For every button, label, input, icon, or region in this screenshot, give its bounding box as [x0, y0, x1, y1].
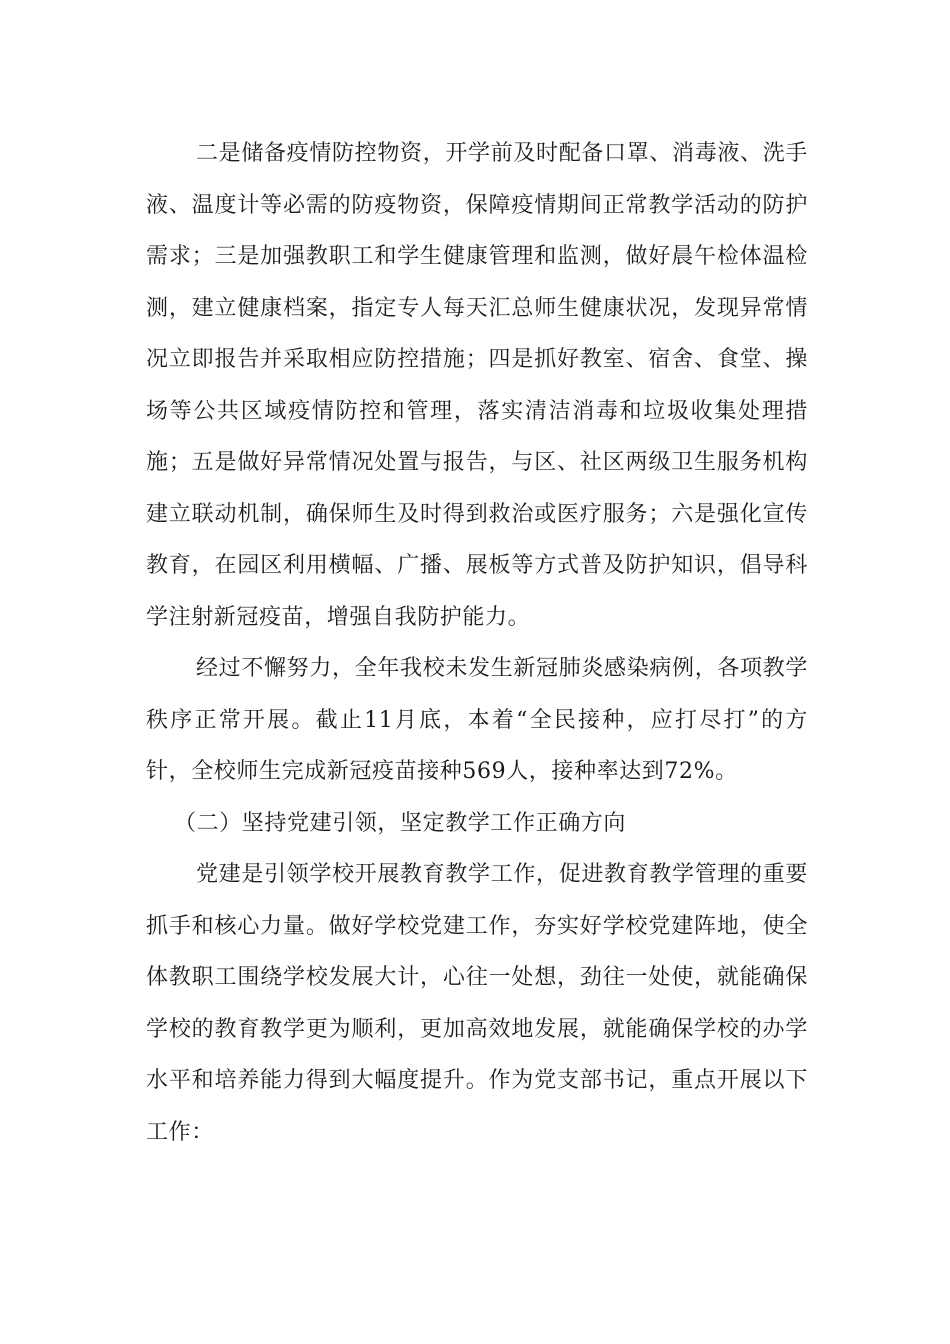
paragraph-vaccination-results: 经过不懈努力，全年我校未发生新冠肺炎感染病例，各项教学秩序正常开展。截止11月底，本着“全民接种，应打尽打”的方针，全校师生完成新冠疫苗接种569人，接种率达到72%。: [146, 656, 808, 784]
document-body: [146, 128, 808, 1158]
paragraph-party-building: 党建是引领学校开展教育教学工作，促进教育教学管理的重要抓手和核心力量。做好学校党建工作，夯实好学校党建阵地，使全体教职工围绕学校发展大计，心往一处想，劲往一处使，就能确保学校的教育教学更为顺利，更加高效地发展，就能确保学校的办学水平和培养能力得到大幅度提升。作为党支部书记，重点开展以下工作：: [146, 862, 808, 1145]
section-heading-party-building: （二）坚持党建引领，坚定教学工作正确方向: [174, 810, 627, 836]
paragraph-epidemic-measures: 二是储备疫情防控物资，开学前及时配备口罩、消毒液、洗手液、温度计等必需的防疫物资，保障疫情期间正常教学活动的防护需求；三是加强教职工和学生健康管理和监测，做好晨午检体温检测，建立健康档案，指定专人每天汇总师生健康状况，发现异常情况立即报告并采取相应防控措施；四是抓好教室、宿舍、食堂、操场等公共区域疫情防控和管理，落实清洁消毒和垃圾收集处理措施；五是做好异常情况处置与报告，与区、社区两级卫生服务机构建立联动机制，确保师生及时得到救治或医疗服务；六是强化宣传教育，在园区利用横幅、广播、展板等方式普及防护知识，倡导科学注射新冠疫苗，增强自我防护能力。: [146, 141, 808, 630]
